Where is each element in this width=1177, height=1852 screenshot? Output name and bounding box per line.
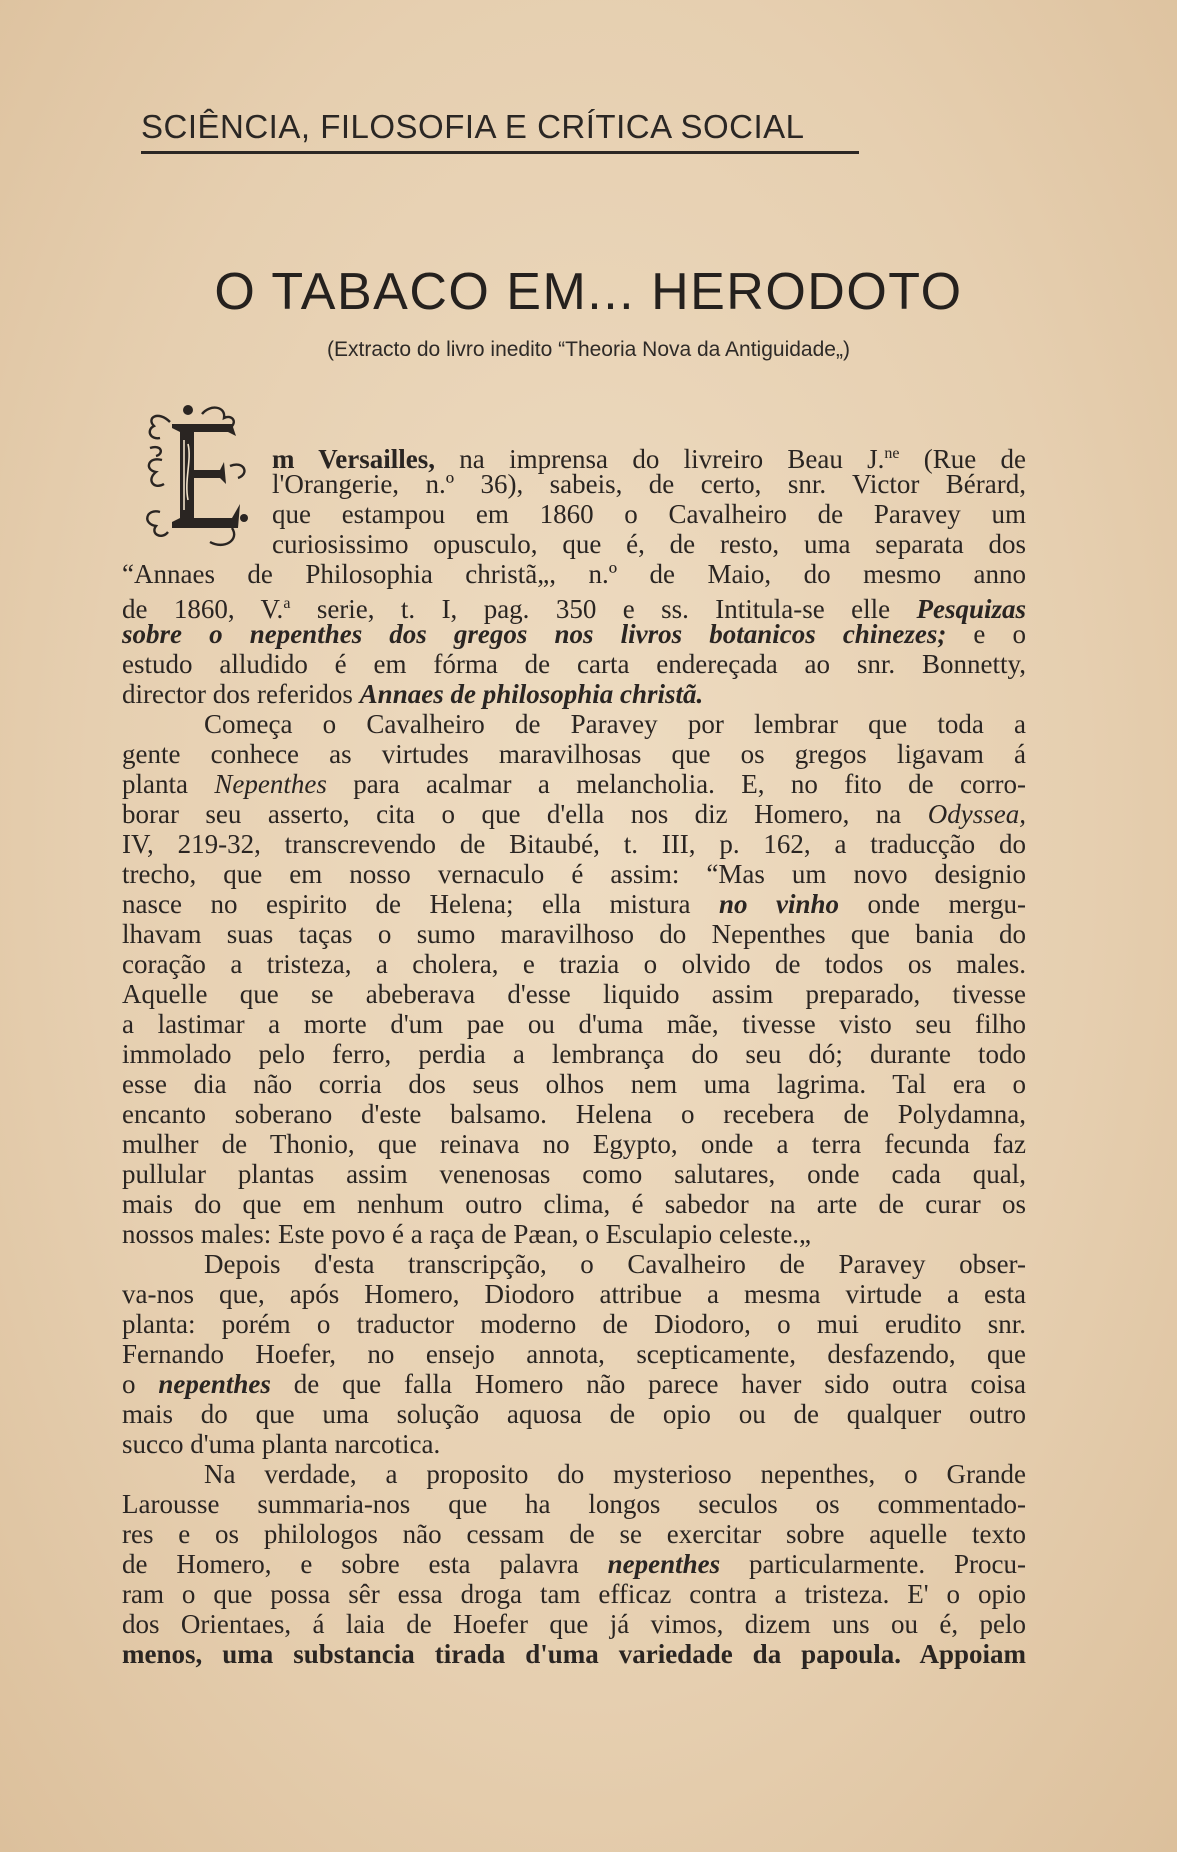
text-line: ram o que possa sêr essa droga tam efficaz contra a tristeza. E' o opio bbox=[122, 1579, 1026, 1609]
text-line: dos Orientaes, á laia de Hoefer que já vimos, dizem uns ou é, pelo bbox=[122, 1609, 1026, 1639]
text-line: esse dia não corria dos seus olhos nem uma lagrima. Tal era o bbox=[122, 1069, 1026, 1099]
text-line: borar seu asserto, cita o que d'ella nos diz Homero, na Odyssea, bbox=[122, 799, 1026, 829]
text-line: res e os philologos não cessam de se exercitar sobre aquelle texto bbox=[122, 1519, 1026, 1549]
text-line: mulher de Thonio, que reinava no Egypto, onde a terra fecunda faz bbox=[122, 1129, 1026, 1159]
text-line: Na verdade, a proposito do mysterioso nepenthes, o Grande bbox=[204, 1459, 1026, 1489]
section-header: SCIÊNCIA, FILOSOFIA E CRÍTICA SOCIAL bbox=[141, 108, 805, 145]
text-line: pullular plantas assim venenosas como salutares, onde cada qual, bbox=[122, 1159, 1026, 1189]
text-line: menos, uma substancia tirada d'uma variedade da papoula. Appoiam bbox=[122, 1639, 1026, 1669]
text-line: trecho, que em nosso vernaculo é assim: “Mas um novo designio bbox=[122, 859, 1026, 889]
text-line: mais do que uma solução aquosa de opio ou de qualquer outro bbox=[122, 1399, 1026, 1429]
article-title: O TABACO EM... HERODOTO bbox=[214, 263, 963, 321]
text-line: nossos males: Este povo é a raça de Pæan, o Esculapio celeste.„ bbox=[122, 1219, 812, 1249]
text-line: immolado pelo ferro, perdia a lembrança do seu dó; durante todo bbox=[122, 1039, 1026, 1069]
text-line: m Versailles, na imprensa do livreiro Beau J.$^{ne}$ (Rue de bbox=[272, 444, 1026, 474]
text-line: IV, 219-32, transcrevendo de Bitaubé, t. III, p. 162, a traducção do bbox=[122, 829, 1026, 859]
text-line: director dos referidos Annaes de philosophia christã. bbox=[122, 679, 704, 709]
text-line: planta Nepenthes para acalmar a melancholia. E, no fito de corro- bbox=[122, 769, 1026, 799]
text-line: Começa o Cavalheiro de Paravey por lembrar que toda a bbox=[204, 709, 1026, 739]
text-line: Depois d'esta transcripção, o Cavalheiro de Paravey obser- bbox=[204, 1249, 1026, 1279]
text-line: nasce no espirito de Helena; ella mistura no vinho onde mergu- bbox=[122, 889, 1027, 919]
text-line: mais do que em nenhum outro clima, é sabedor na arte de curar os bbox=[122, 1189, 1026, 1219]
text-line: de Homero, e sobre esta palavra nepenthes particularmente. Procu- bbox=[122, 1549, 1026, 1579]
text-line: a lastimar a morte d'um pae ou d'uma mãe, tivesse visto seu filho bbox=[122, 1009, 1026, 1039]
text-line: sobre o nepenthes dos gregos nos livros botanicos chinezes; e o bbox=[122, 619, 1027, 649]
text-line: estudo alludido é em fórma de carta endereçada ao snr. Bonnetty, bbox=[122, 649, 1026, 679]
text-line: o nepenthes de que falla Homero não parece haver sido outra coisa bbox=[122, 1369, 1026, 1399]
text-line: l'Orangerie, n.º 36), sabeis, de certo, snr. Victor Bérard, bbox=[272, 469, 1026, 499]
text-line: coração a tristeza, a cholera, e trazia o olvido de todos os males. bbox=[122, 949, 1026, 979]
text-line: succo d'uma planta narcotica. bbox=[122, 1429, 441, 1459]
article-subtitle: (Extracto do livro inedito “Theoria Nova da Antiguidade„) bbox=[327, 338, 850, 361]
text-line: lhavam suas taças o sumo maravilhoso do Nepenthes que bania do bbox=[122, 919, 1026, 949]
text-line: gente conhece as virtudes maravilhosas que os gregos ligavam á bbox=[122, 739, 1026, 769]
text-line: Fernando Hoefer, no ensejo annota, scepticamente, desfazendo, que bbox=[122, 1339, 1026, 1369]
section-rule bbox=[141, 151, 859, 154]
text-line: que estampou em 1860 o Cavalheiro de Paravey um bbox=[272, 499, 1026, 529]
text-line: encanto soberano d'este balsamo. Helena o recebera de Polydamna, bbox=[122, 1099, 1026, 1129]
text-line: Aquelle que se abeberava d'esse liquido assim preparado, tivesse bbox=[122, 979, 1026, 1009]
text-line: va-nos que, após Homero, Diodoro attribue a mesma virtude a esta bbox=[122, 1279, 1026, 1309]
text-line: Larousse summaria-nos que ha longos seculos os commentado- bbox=[122, 1489, 1026, 1519]
text-line: de 1860, V.$^a$ serie, t. I, pag. 350 e ss. Intitula-se elle Pesquizas bbox=[122, 594, 1026, 624]
text-line: curiosissimo opusculo, que é, de resto, uma separata dos bbox=[272, 529, 1026, 559]
text-line: “Annaes de Philosophia christã„, n.º de Maio, do mesmo anno bbox=[122, 559, 1026, 589]
text-line: planta: porém o traductor moderno de Diodoro, o mui erudito snr. bbox=[122, 1309, 1026, 1339]
